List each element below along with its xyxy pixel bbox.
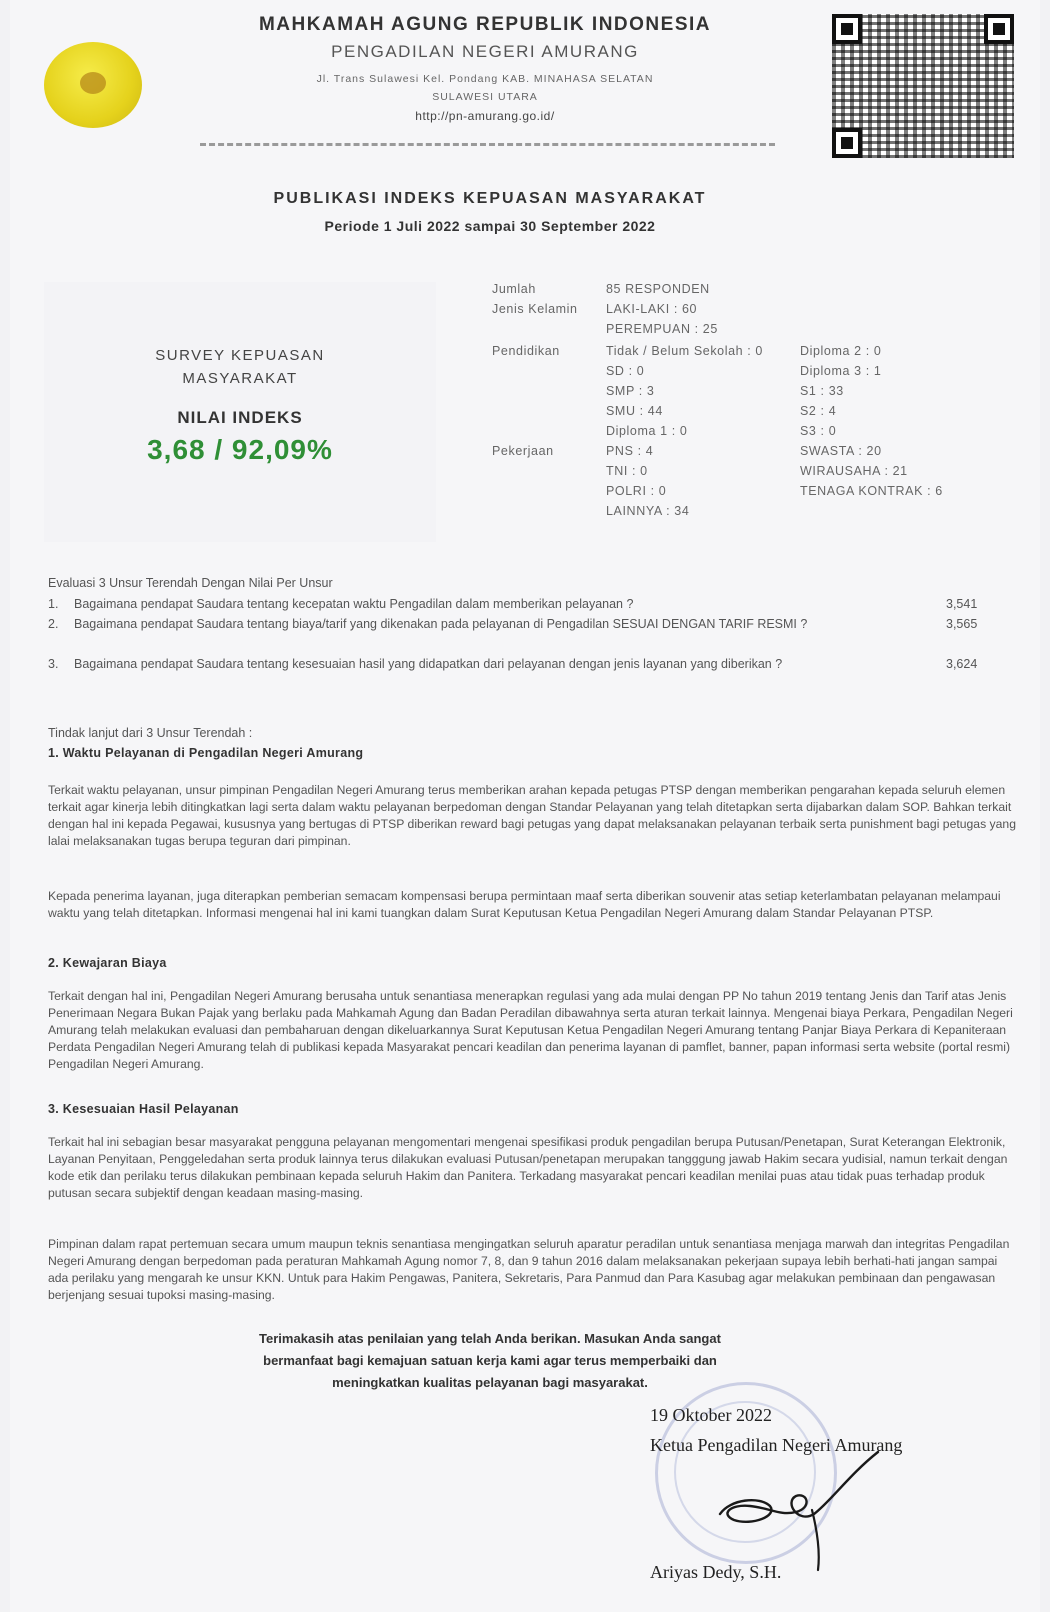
index-value: 3,68 / 92,09%: [147, 434, 333, 465]
closing-line-2: bermanfaat bagi kemajuan satuan kerja kami agar terus memperbaiki dan: [263, 1353, 717, 1368]
closing-line-3: meningkatkan kualitas pelayanan bagi masyarakat.: [332, 1375, 648, 1390]
item-score: 3,541: [946, 597, 978, 611]
letterhead: [160, 14, 810, 123]
evaluation-heading: Evaluasi 3 Unsur Terendah Dengan Nilai Per Unsur: [48, 576, 333, 590]
signatory-name: Ariyas Dedy, S.H.: [650, 1562, 782, 1582]
education-item: Diploma 2 : 0: [800, 344, 882, 358]
education-item: Diploma 3 : 1: [800, 364, 882, 378]
education-item: S1 : 33: [800, 384, 844, 398]
occupation-item: TNI : 0: [606, 464, 648, 478]
item-number: 3.: [48, 657, 59, 671]
jumlah-value: 85 RESPONDEN: [606, 282, 710, 296]
item-text: Bagaimana pendapat Saudara tentang biaya/tarif yang dikenakan pada pelayanan di Pengadilan SESUAI DENGAN TARIF RESMI ?: [74, 617, 808, 631]
address-line-1: Jl. Trans Sulawesi Kel. Pondang KAB. MINAHASA SELATAN: [316, 73, 654, 85]
occupation-item: LAINNYA : 34: [606, 504, 690, 518]
occupation-item: TENAGA KONTRAK : 6: [800, 484, 943, 498]
document-page: [10, 0, 1040, 1612]
section-1-paragraph-2: Kepada penerima layanan, juga diterapkan pemberian semacam kompensasi berupa permintaan maaf serta diberikan souvenir atas setiap keterlambatan pelayanan melampaui waktu yang telah ditetapkan. Informasi mengenai hal ini kami tuangkan dalam Surat Keputusan Ketua Pengadilan Negeri Amurang dalam Standar Pelayanan PTSP.: [48, 889, 1001, 920]
education-label: Pendidikan: [492, 344, 560, 358]
gender-label: Jenis Kelamin: [492, 302, 578, 316]
org-name: MAHKAMAH AGUNG REPUBLIK INDONESIA: [258, 14, 712, 35]
occupation-label: Pekerjaan: [492, 444, 554, 458]
section-2-paragraph-1: Terkait dengan hal ini, Pengadilan Negeri Amurang berusaha untuk senantiasa menerapkan regulasi yang ada mulai dengan PP No tahun 2019 tentang Jenis dan Tarif atas Jenis Penerimaan Negara Bukan Pajak yang berlaku pada Mahkamah Agung dan Badan Peradilan dibawahnya serta aturan terkait lainnya. Mengenai biaya Perkara, Pengadilan Negeri Amurang telah melakukan evaluasi dan pembaharuan dengan dikeluarkannya Surat Keputusan Ketua Pengadilan Negeri Amurang tentang Panjar Biaya Perkara di Kepaniteraan Perdata Pengadilan Negeri Amurang telah di publikasi kepada Masyarakat pencari keadilan dan penerima layanan di pamflet, banner, papan informasi serta website (portal resmi) Pengadilan Negeri Amurang.: [48, 989, 1013, 1071]
education-item: SMP : 3: [606, 384, 655, 398]
header-divider: [200, 143, 775, 146]
section-1-paragraph-1: Terkait waktu pelayanan, unsur pimpinan Pengadilan Negeri Amurang terus memberikan arahan kepada petugas PTSP dengan memberikan pengarahan kepada seluruh elemen terkait agar kinerja lebih ditingkatkan lagi serta dalam waktu pelayanan berpedoman dengan Standar Pelayanan yang telah ditetapkan serta dijabarkan dalam SOP. Bahkan terkait dengan hal ini kepada Pegawai, kususnya yang bertugas di PTSP diberikan reward bagi petugas yang dapat melaksanakan pelayanan terbaik serta punishment bagi petugas yang lalai melaksanakan tugas berupa teguran dari pimpinan.: [48, 783, 1016, 848]
closing-line-1: Terimakasih atas penilaian yang telah Anda berikan. Masukan Anda sangat: [259, 1331, 721, 1346]
education-item: SD : 0: [606, 364, 645, 378]
signature-position: Ketua Pengadilan Negeri Amurang: [650, 1435, 903, 1455]
jumlah-label: Jumlah: [492, 282, 536, 296]
handwritten-signature: [700, 1444, 890, 1574]
address-line-2: SULAWESI UTARA: [432, 91, 538, 103]
qr-code: [832, 14, 1014, 158]
education-item: S2 : 4: [800, 404, 837, 418]
item-text: Bagaimana pendapat Saudara tentang kesesuaian hasil yang didapatkan dari pelayanan dengan jenis layanan yang diberikan ?: [74, 657, 783, 671]
education-item: Diploma 1 : 0: [606, 424, 688, 438]
section-3-paragraph-1: Terkait hal ini sebagian besar masyarakat pengguna pelayanan mengomentari mengenai spesifikasi produk pengadilan berupa Putusan/Penetapan, Surat Keterangan Elektronik, Layanan Penyitaan, Penggeledahan serta produk lainnya terus dilakukan evaluasi Putusan/penetapan merupakan tangggung jawab Hakim secara yudisial, namun terkait dengan kode etik dan perilaku terus dilakukan pembinaan kepada seluruh Hakim dan Panitera. Terkadang masyarakat pencari keadilan menilai puas atau tidak puas terhadap produk putusan secara subjektif dengan keadaan masing-masing.: [48, 1135, 1008, 1200]
survey-index-box: [44, 282, 436, 542]
occupation-item: SWASTA : 20: [800, 444, 882, 458]
gender-male: LAKI-LAKI : 60: [606, 302, 698, 316]
court-name: PENGADILAN NEGERI AMURANG: [331, 42, 639, 61]
period-subtitle: Periode 1 Juli 2022 sampai 30 September 2022: [324, 218, 656, 234]
page-title: PUBLIKASI INDEKS KEPUASAN MASYARAKAT: [273, 190, 707, 207]
section-1-title: 1. Waktu Pelayanan di Pengadilan Negeri Amurang: [48, 746, 364, 760]
survey-label-line-2: MASYARAKAT: [182, 370, 298, 387]
followup-heading: Tindak lanjut dari 3 Unsur Terendah :: [48, 726, 253, 740]
survey-label-line-1: SURVEY KEPUASAN: [155, 347, 325, 364]
education-item: SMU : 44: [606, 404, 663, 418]
section-3-title: 3. Kesesuaian Hasil Pelayanan: [48, 1102, 239, 1116]
item-number: 2.: [48, 617, 59, 631]
court-logo: [44, 42, 142, 128]
occupation-item: POLRI : 0: [606, 484, 667, 498]
section-2-title: 2. Kewajaran Biaya: [48, 956, 167, 970]
item-text: Bagaimana pendapat Saudara tentang kecepatan waktu Pengadilan dalam memberikan pelayanan ?: [74, 597, 634, 611]
gender-female: PEREMPUAN : 25: [606, 322, 718, 336]
survey-label: [44, 344, 436, 390]
website-link: http://pn-amurang.go.id/: [415, 109, 555, 123]
education-item: S3 : 0: [800, 424, 837, 438]
signature-date: 19 Oktober 2022: [650, 1405, 772, 1425]
occupation-item: WIRAUSAHA : 21: [800, 464, 908, 478]
item-number: 1.: [48, 597, 59, 611]
education-item: Tidak / Belum Sekolah : 0: [606, 344, 763, 358]
item-score: 3,565: [946, 617, 978, 631]
section-3-paragraph-2: Pimpinan dalam rapat pertemuan secara umum maupun teknis senantiasa mengingatkan seluruh aparatur peradilan untuk senantiasa menjaga marwah dan integritas Pengadilan Negeri Amurang dengan berpedoman pada peraturan Mahkamah Agung nomor 7, 8, dan 9 tahun 2016 dalam melaksanakan pekerjaan supaya lebih berhati-hati jangan sampai ada perilaku yang mengarah ke unsur KKN. Untuk para Hakim Pengawas, Panitera, Sekretaris, Para Panmud dan Para Kasubag agar melakukan pembinaan dan pengawasan berjenjang sesuai tupoksi masing-masing.: [48, 1237, 1010, 1302]
closing-message: [160, 1328, 820, 1394]
occupation-item: PNS : 4: [606, 444, 654, 458]
index-label: NILAI INDEKS: [177, 408, 303, 427]
item-score: 3,624: [946, 657, 978, 671]
